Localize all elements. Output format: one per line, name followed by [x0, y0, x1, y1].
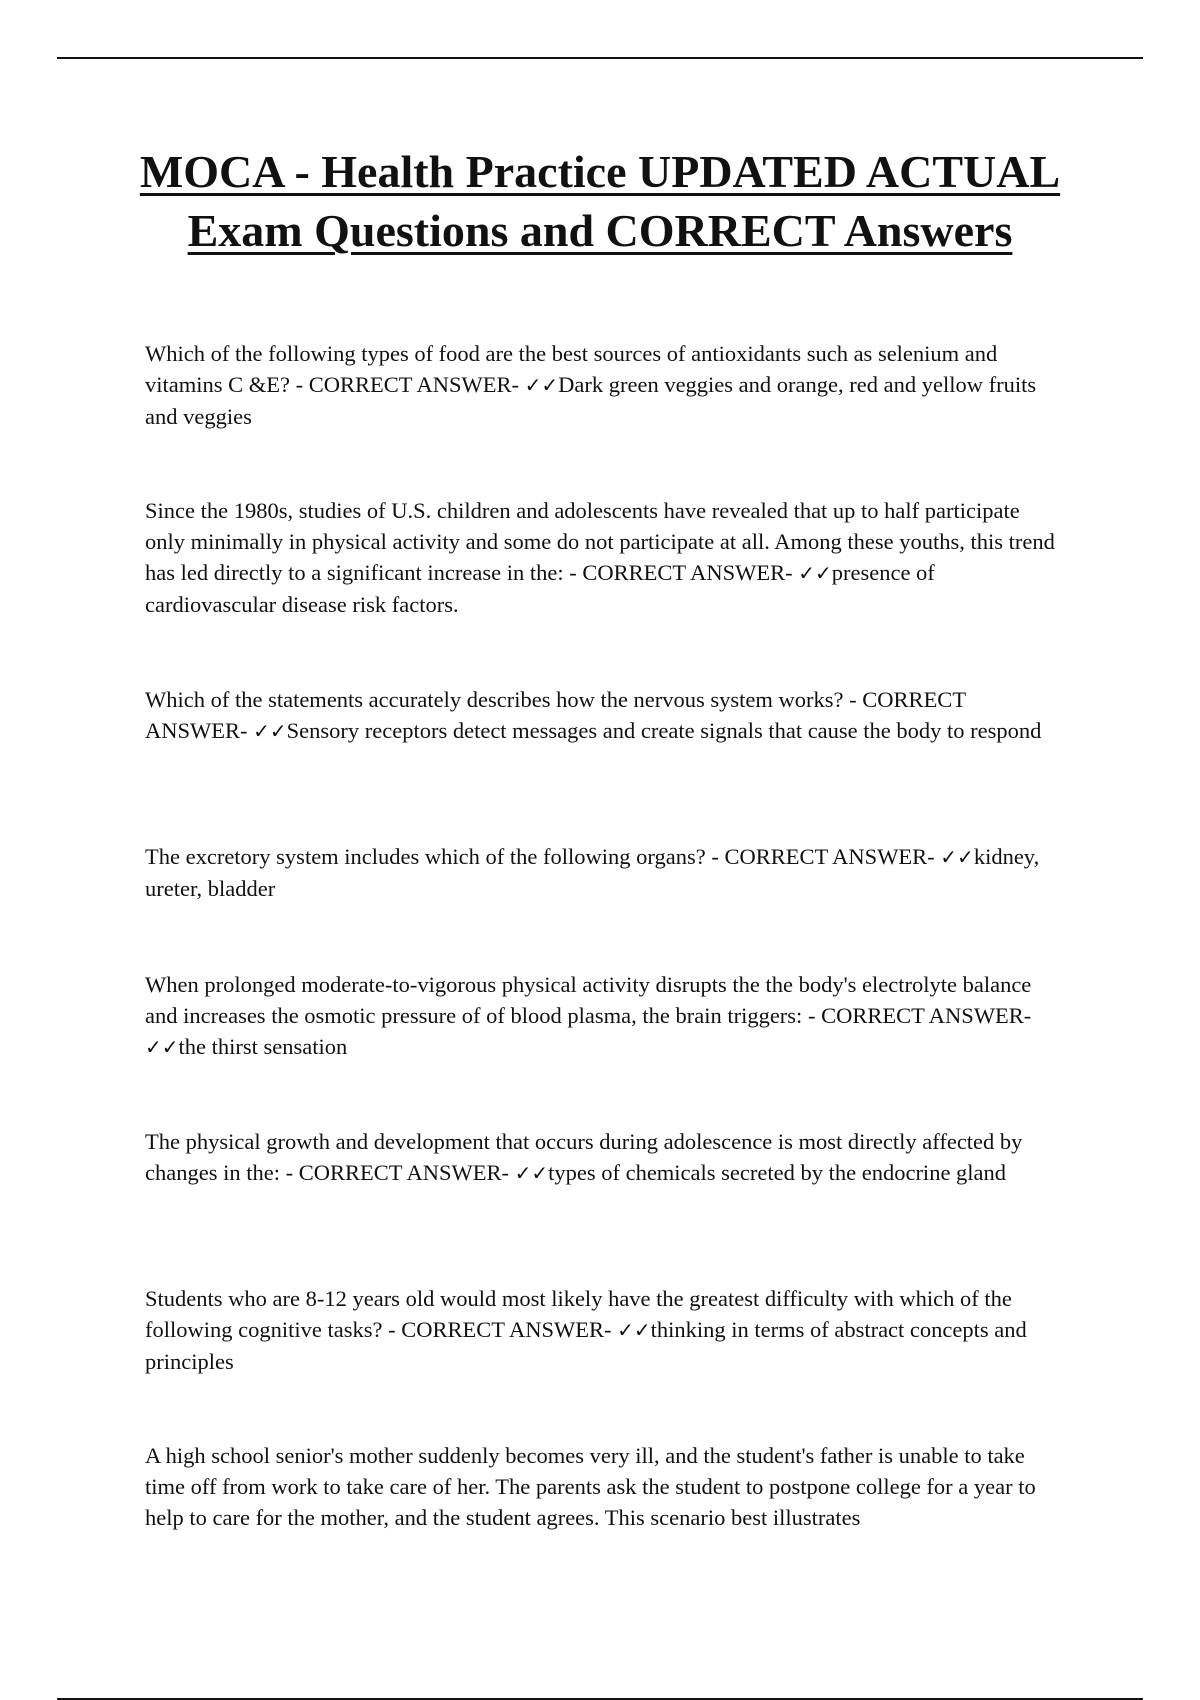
question-text: A high school senior's mother suddenly becomes very ill, and the student's father is unable to take time off from work to take care of her. The parents ask the student to postpone college for a year to help to care for the mother, and the student agrees. This scenario best illustrates: [145, 1443, 1036, 1530]
check-icon: ✓✓: [798, 561, 832, 585]
check-icon: ✓✓: [253, 719, 287, 743]
qa-item-3: [145, 684, 1065, 747]
answer-marker: CORRECT ANSWER-: [582, 560, 799, 585]
separator: -: [563, 560, 583, 585]
question-text: The physical growth and development that occurs during adolescence is most directly affected by changes in the:: [145, 1129, 1023, 1185]
check-icon: ✓✓: [145, 1035, 179, 1059]
answer-marker: CORRECT ANSWER-: [145, 687, 966, 743]
answer-text: Sensory receptors detect messages and create signals that cause the body to respond: [286, 718, 1042, 743]
check-icon: ✓✓: [524, 373, 559, 397]
answer-text: types of chemicals secreted by the endocrine gland: [548, 1160, 1007, 1185]
qa-item-6: [145, 1126, 1065, 1189]
top-rule: [57, 57, 1143, 59]
qa-item-5: [145, 969, 1065, 1063]
answer-text: Dark green veggies and orange, red and yellow fruits and veggies: [145, 372, 1037, 429]
question-text: Which of the following types of food are the best sources of antioxidants such as selenium and vitamins C &E?: [145, 341, 998, 397]
question-text: When prolonged moderate-to-vigorous physical activity disrupts the the body's electrolyte balance and increases the osmotic pressure of of blood plasma, the brain triggers:: [145, 972, 1032, 1028]
qa-item-2: [145, 495, 1065, 620]
separator: -: [705, 844, 725, 869]
separator: -: [843, 687, 863, 712]
check-icon: ✓✓: [940, 845, 974, 869]
answer-marker: CORRECT ANSWER-: [821, 1003, 1032, 1028]
answer-text: thinking in terms of abstract concepts and principles: [145, 1317, 1027, 1374]
answer-marker: CORRECT ANSWER-: [298, 1160, 515, 1185]
separator: -: [802, 1003, 822, 1028]
qa-item-8: [145, 1440, 1065, 1533]
qa-item-4: [145, 841, 1065, 904]
qa-item-7: [145, 1283, 1065, 1377]
answer-marker: CORRECT ANSWER-: [724, 844, 941, 869]
qa-item-1: [145, 338, 1065, 432]
document-title: MOCA - Health Practice UPDATED ACTUAL Exam Questions and CORRECT Answers: [139, 146, 1061, 256]
check-icon: ✓✓: [617, 1318, 651, 1342]
answer-text: presence of cardiovascular disease risk factors.: [145, 560, 935, 617]
separator: -: [279, 1160, 299, 1185]
answer-text: the thirst sensation: [178, 1034, 348, 1059]
question-text: Which of the statements accurately describes how the nervous system works?: [145, 687, 844, 712]
answer-marker: CORRECT ANSWER-: [308, 372, 525, 397]
answer-marker: CORRECT ANSWER-: [401, 1317, 618, 1342]
separator: -: [382, 1317, 402, 1342]
question-text: Since the 1980s, studies of U.S. children and adolescents have revealed that up to half participate only minimally in physical activity and some do not participate at all. Among these youths, this trend has led directly to a significant increase in the:: [145, 498, 1055, 585]
question-text: Students who are 8-12 years old would most likely have the greatest difficulty with which of the following cognitive tasks?: [145, 1286, 1012, 1342]
question-text: The excretory system includes which of the following organs?: [145, 844, 706, 869]
separator: -: [290, 372, 309, 397]
answer-text: kidney, ureter, bladder: [145, 844, 1040, 901]
check-icon: ✓✓: [514, 1161, 549, 1185]
